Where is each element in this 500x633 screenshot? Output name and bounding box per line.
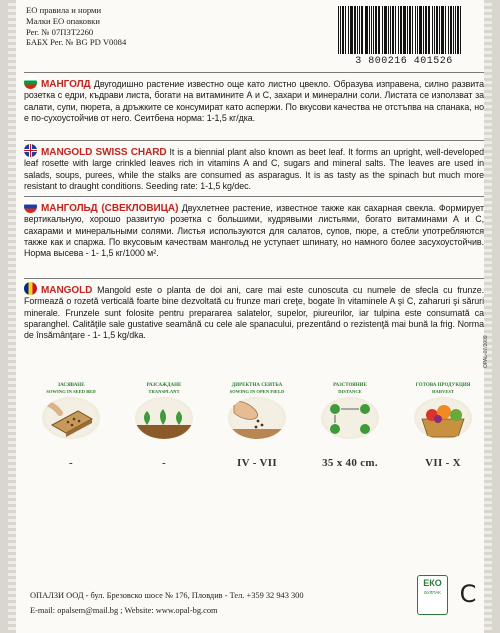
section-text: Mangold este o planta de doi ani, care mai este cunoscuta cu numele de sfecla cu frunze. Formează o rozetă verticală foarte bine dezvoltată cu frunze mari creţe, bogate în vitaminele A şi C, zaharuri şi săruri minerale. Frunzele sunt folosite pentru prepararea salatelor, supelor, piureurilor, iar tulpina este consumată ca sparanghel. Calităţile sale gustative seamănă cu cele ale spanacului, prezentând o rezistenţă mai bună la frig. Norma de însămânţare - 1- 1,5 kg/dka.	[24, 285, 484, 341]
barcode-bar	[439, 6, 440, 54]
step-label: ЗАСЯВАНЕ SOWING IN SEED BED	[46, 383, 96, 394]
section-title: MANGOLD	[41, 285, 93, 296]
barcode-bar	[350, 6, 353, 54]
barcode-bar	[425, 6, 427, 54]
barcode-bar	[398, 6, 399, 54]
company-address: ОПАЛЗИ ООД - бул. Брезовско шосе № 176, Пловдив - Тел. +359 32 943 300	[30, 591, 304, 600]
regulatory-notice	[26, 5, 126, 48]
step-sowing-seed-bed	[40, 383, 102, 469]
barcode-bar	[428, 6, 430, 54]
seed-packet-back	[8, 0, 492, 633]
barcode-bar	[448, 6, 449, 54]
bulgaria-flag-icon	[24, 76, 37, 89]
barcode-bar	[338, 6, 339, 54]
step-harvest	[412, 383, 474, 469]
barcode	[338, 6, 470, 68]
section-text: It is a biennial plant also known as beet leaf. It forms an upright, well-developed leaf rosette with large crinkled leaves rich in vitamins A and C, sugars and mineral salts. The leaves are used in salads, soups, purees, while the stalks are consumed as asparagus. It is as tasty as the spinach but much more resistant to draught conditions. Seeding rate: 1-1,5 kg/dec.	[24, 147, 484, 191]
step-distance	[319, 383, 381, 469]
barcode-bar	[460, 6, 461, 54]
step-label: РАЗСАЖДАНЕ TRANSPLANT	[146, 383, 182, 394]
section-text: Двухлетнее растение, известное также как сахарная свекла. Формирует вертикальную, хорошо развитую розетка с большими, кудрявыми листьями, богато витаминами А и С, сахарами и минеральными солями. Листья используются для салатов, супов, пюре, а стебли употребляются также как и спаржа. По вкусовым качествам мангольд не уступает шпинату, но намного более засухоустойчив. Норма высева - 1- 1,5 кг/1000 м².	[24, 203, 484, 259]
description-ru	[24, 200, 484, 259]
notice-line: Малки ЕО опаковки	[26, 15, 100, 26]
barcode-bar	[455, 6, 456, 54]
notice-line: БАБХ Рег. № BG PD V0084	[26, 37, 127, 48]
barcode-bar	[457, 6, 459, 54]
section-title: MANGOLD SWISS CHARD	[41, 147, 167, 158]
barcode-bar	[384, 6, 387, 54]
barcode-bar	[432, 6, 433, 54]
barcode-bar	[423, 6, 424, 54]
section-text: Двугодишно растение известно още като листно цвекло. Образува изправена, силно развита розетка с едри, къдрави листа, богати на витамините А и С, захари и минерални соли. Листата се използват за салати, супи, пюрета, а дръжките се консумират като аспержи. По вкусови качества не отстъпва на спанака, но е по-сухоустойчив от него. Сеитбена норма: 1-1,5 кг/дка.	[24, 79, 484, 123]
barcode-bar	[382, 6, 383, 54]
divider	[24, 196, 484, 197]
divider	[24, 72, 484, 73]
seed-tray-icon	[42, 397, 100, 439]
step-label: ГОТОВА ПРОДУКЦИЯ HARVEST	[415, 383, 471, 394]
step-direct-sowing	[226, 383, 288, 469]
barcode-bar	[365, 6, 368, 54]
barcode-bar	[373, 6, 374, 54]
barcode-bar	[345, 6, 346, 54]
company-footer	[30, 589, 304, 618]
russia-flag-icon	[24, 200, 37, 213]
step-label: РАЗСТОЯНИЕ DISTANCE	[333, 383, 367, 394]
notice-line: ЕО правила и норми	[26, 5, 102, 15]
step-value: -	[69, 457, 73, 469]
barcode-bar	[340, 6, 341, 54]
step-transplant	[133, 383, 195, 469]
step-value: IV - VII	[237, 457, 277, 469]
spacing-icon	[321, 397, 379, 439]
barcode-bar	[412, 6, 413, 54]
barcode-bar	[392, 6, 394, 54]
barcode-bar	[415, 6, 416, 54]
barcode-bar	[407, 6, 408, 54]
barcode-bar	[354, 6, 356, 54]
barcode-bar	[417, 6, 418, 54]
batch-code: OPAL-07/2009	[483, 335, 489, 368]
barcode-bar	[369, 6, 370, 54]
step-value: -	[162, 457, 166, 469]
barcode-bar	[400, 6, 402, 54]
barcode-bar	[357, 6, 358, 54]
barcode-bar	[371, 6, 372, 54]
uk-flag-icon	[24, 144, 37, 157]
romania-flag-icon	[24, 282, 37, 295]
barcode-bar	[436, 6, 438, 54]
step-label: ДИРЕКТНА СЕИТБА SOWING IN OPEN FIELD	[229, 383, 285, 394]
ce-mark-icon: C	[459, 580, 477, 608]
description-ro	[24, 282, 484, 341]
barcode-bar	[419, 6, 422, 54]
step-value: 35 x 40 cm.	[322, 457, 378, 469]
barcode-bar	[450, 6, 452, 54]
growing-calendar	[40, 383, 476, 473]
barcode-bar	[375, 6, 377, 54]
hand-sowing-icon	[228, 397, 286, 439]
eko-bulpak-logo: ЕКО БУЛПАК	[417, 575, 448, 615]
harvest-basket-icon	[414, 397, 472, 439]
section-title: МАНГОЛЬД (СВЕКЛОВИЦА)	[41, 203, 179, 214]
company-contacts: E-mail: opalsem@mail.bg ; Website: www.opal-bg.com	[30, 605, 218, 615]
barcode-bar	[403, 6, 406, 54]
perforated-edge-left	[8, 0, 16, 633]
perforated-edge-right	[484, 0, 492, 633]
barcode-bar	[390, 6, 391, 54]
divider	[24, 278, 484, 279]
barcode-bar	[445, 6, 446, 54]
barcode-bar	[453, 6, 454, 54]
barcode-bar	[441, 6, 444, 54]
barcode-number: 3 800216 401526	[355, 56, 453, 67]
barcode-bar	[378, 6, 380, 54]
barcode-bar	[342, 6, 344, 54]
barcode-bar	[409, 6, 411, 54]
step-value: VII - X	[425, 457, 461, 469]
section-title: МАНГОЛД	[41, 79, 91, 90]
barcode-bar	[395, 6, 396, 54]
barcode-bar	[434, 6, 435, 54]
description-bg	[24, 76, 484, 124]
barcode-bar	[359, 6, 360, 54]
barcode-bar	[388, 6, 389, 54]
barcode-bars	[338, 6, 470, 54]
barcode-bar	[348, 6, 349, 54]
seedlings-icon	[135, 397, 193, 439]
notice-line: Рег. № 07ПЗТ2260	[26, 26, 94, 37]
barcode-bar	[361, 6, 363, 54]
divider	[24, 140, 484, 141]
description-en	[24, 144, 484, 192]
